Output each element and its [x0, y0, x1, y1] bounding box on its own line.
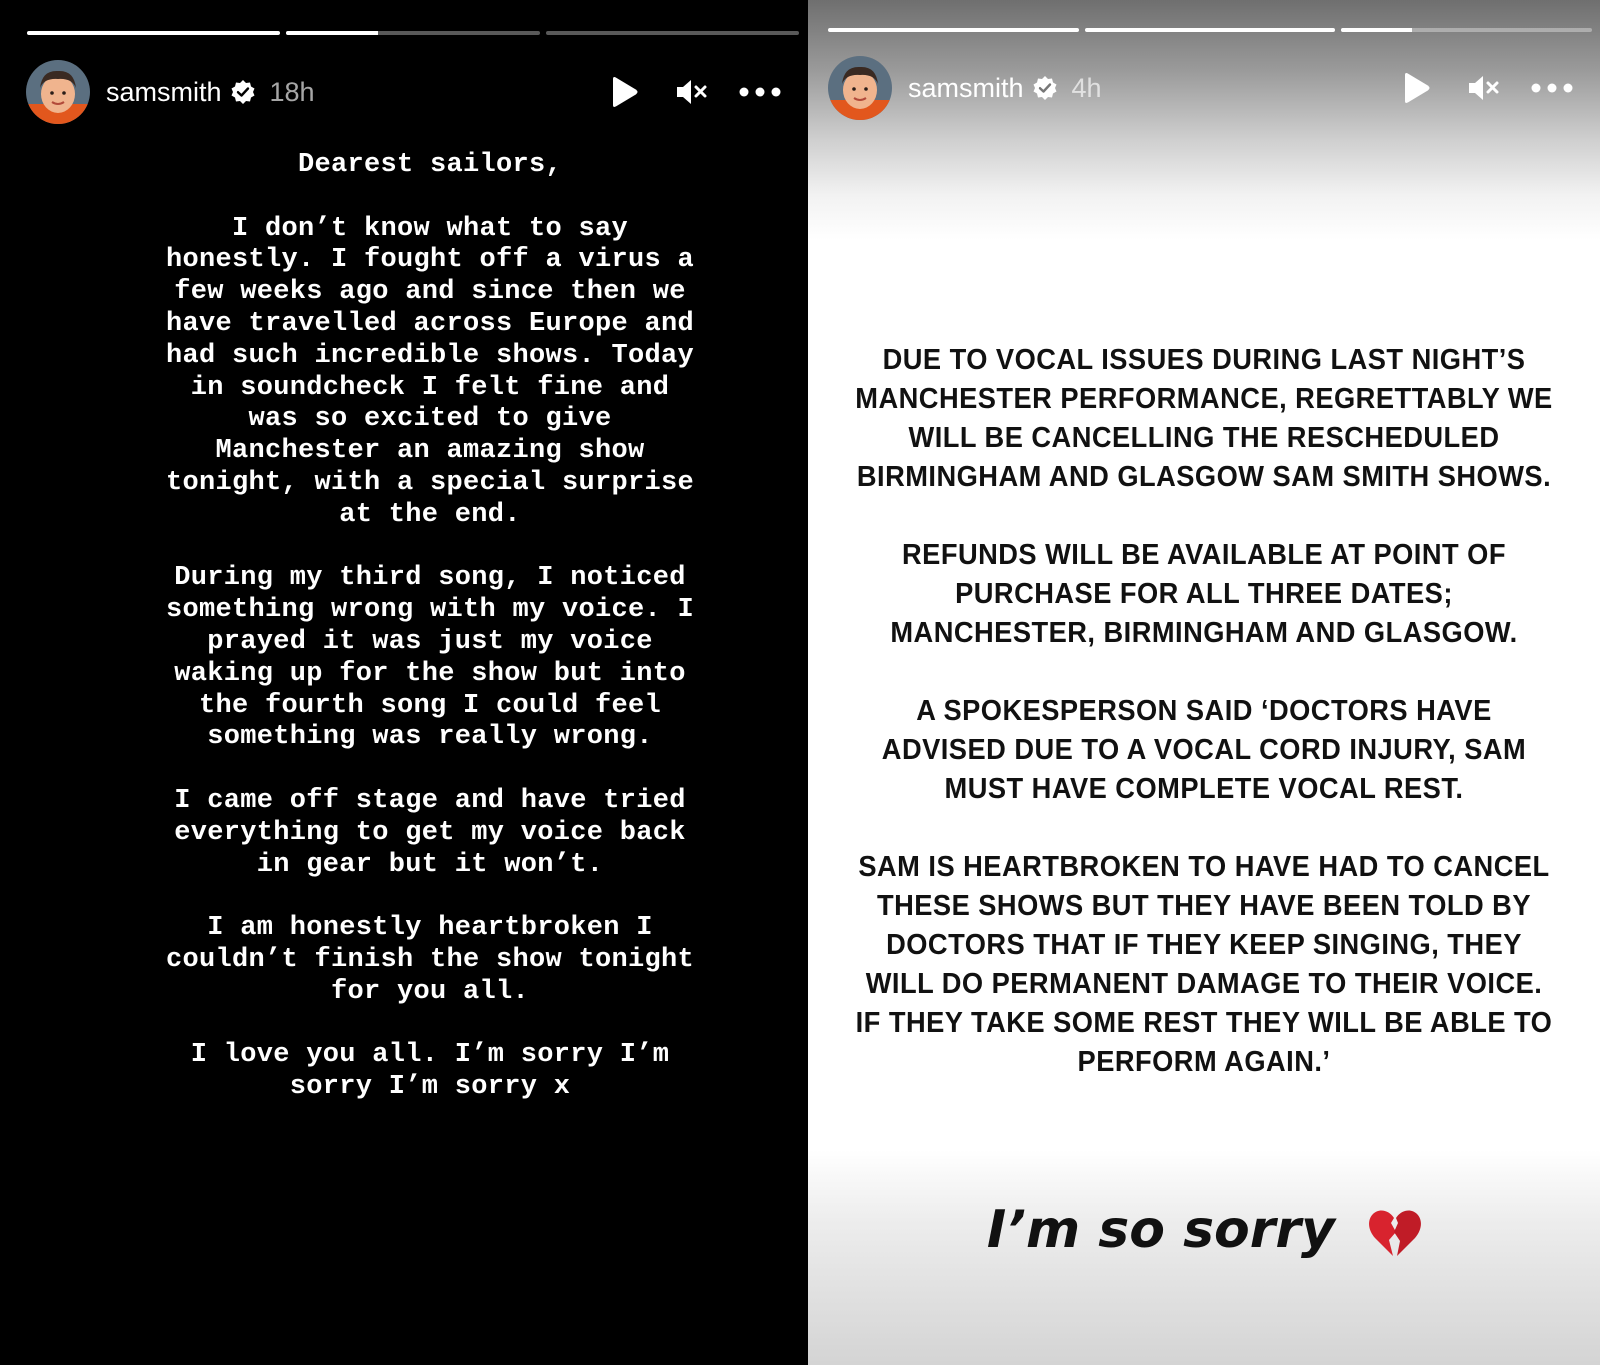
- announcement-paragraph: REFUNDS WILL BE AVAILABLE AT POINT OF PURCHASE FOR ALL THREE DATES; MANCHESTER, BIRMINGHAM AND GLASGOW.: [890, 539, 1518, 649]
- verified-badge-icon: [1032, 75, 1058, 101]
- play-icon: [1401, 72, 1431, 104]
- story-progress-bar: [828, 28, 1592, 32]
- letter-paragraph: I came off stage and have tried everything to get my voice back in gear but it won’t.: [174, 785, 686, 880]
- more-options-button[interactable]: [738, 70, 782, 114]
- more-options-button[interactable]: [1530, 66, 1574, 110]
- verified-badge-icon: [230, 79, 256, 105]
- story-text: [854, 341, 1553, 1121]
- speaker-muted-icon: [1467, 73, 1501, 103]
- broken-heart-icon: [1367, 1208, 1421, 1258]
- mute-button[interactable]: [1462, 66, 1506, 110]
- username[interactable]: samsmith: [106, 76, 222, 107]
- play-button[interactable]: [602, 70, 646, 114]
- avatar[interactable]: [26, 60, 90, 124]
- progress-fill: [27, 31, 280, 35]
- announcement-paragraph: SAM IS HEARTBROKEN TO HAVE HAD TO CANCEL THESE SHOWS BUT THEY HAVE BEEN TOLD BY DOCTORS THAT IF THEY KEEP SINGING, THEY WILL DO PERMANENT DAMAGE TO THEIR VOICE. IF THEY TAKE SOME REST THEY WILL BE ABLE TO PERFORM AGAIN.’: [855, 851, 1553, 1078]
- story-progress-bar: [27, 31, 799, 35]
- progress-segment-3: [546, 31, 799, 35]
- story-controls: [578, 70, 782, 114]
- text-sticker: [808, 1200, 1600, 1260]
- progress-segment-3: [1341, 28, 1592, 32]
- more-horizontal-icon: [739, 87, 781, 97]
- progress-segment-2: [286, 31, 539, 35]
- progress-fill: [286, 31, 377, 35]
- letter-paragraph: Dearest sailors,: [297, 150, 563, 180]
- story-text: [160, 150, 700, 1136]
- progress-fill: [828, 28, 1079, 32]
- play-button[interactable]: [1394, 66, 1438, 110]
- story-header: [0, 52, 808, 132]
- progress-fill: [1341, 28, 1411, 32]
- letter-paragraph: I am honestly heartbroken I couldn’t finish the show tonight for you all.: [165, 913, 695, 1007]
- progress-segment-1: [27, 31, 280, 35]
- more-horizontal-icon: [1531, 83, 1573, 93]
- time-ago: 18h: [269, 76, 315, 107]
- sticker-text: I’m so sorry: [986, 1200, 1335, 1260]
- progress-segment-2: [1085, 28, 1336, 32]
- story-right: [808, 0, 1600, 1365]
- letter-paragraph: During my third song, I noticed something wrong with my voice. I prayed it was just my voice waking up for the show but into the fourth song I could feel something was really wrong.: [165, 563, 695, 753]
- avatar[interactable]: [828, 56, 892, 120]
- letter-paragraph: I don’t know what to say honestly. I fought off a virus a few weeks ago and since then we have travelled across Europe and had such incredible shows. Today in soundcheck I felt fine and was so excited to give Manchester an amazing show tonight, with a special surprise at the end.: [165, 213, 695, 530]
- mute-button[interactable]: [670, 70, 714, 114]
- speaker-muted-icon: [675, 77, 709, 107]
- time-ago: 4h: [1071, 72, 1102, 103]
- story-header: [808, 48, 1600, 128]
- username[interactable]: samsmith: [908, 72, 1024, 103]
- story-controls: [1370, 66, 1574, 110]
- announcement-paragraph: A SPOKESPERSON SAID ‘DOCTORS HAVE ADVISED DUE TO A VOCAL CORD INJURY, SAM MUST HAVE COMPLETE VOCAL REST.: [881, 695, 1527, 805]
- play-icon: [609, 76, 639, 108]
- announcement-paragraph: DUE TO VOCAL ISSUES DURING LAST NIGHT’S MANCHESTER PERFORMANCE, REGRETTABLY WE WILL BE CANCELLING THE RESCHEDULED BIRMINGHAM AND GLASGOW SAM SMITH SHOWS.: [855, 344, 1553, 493]
- progress-fill: [1085, 28, 1336, 32]
- letter-paragraph: I love you all. I’m sorry I’m sorry I’m sorry x: [190, 1040, 670, 1103]
- progress-segment-1: [828, 28, 1079, 32]
